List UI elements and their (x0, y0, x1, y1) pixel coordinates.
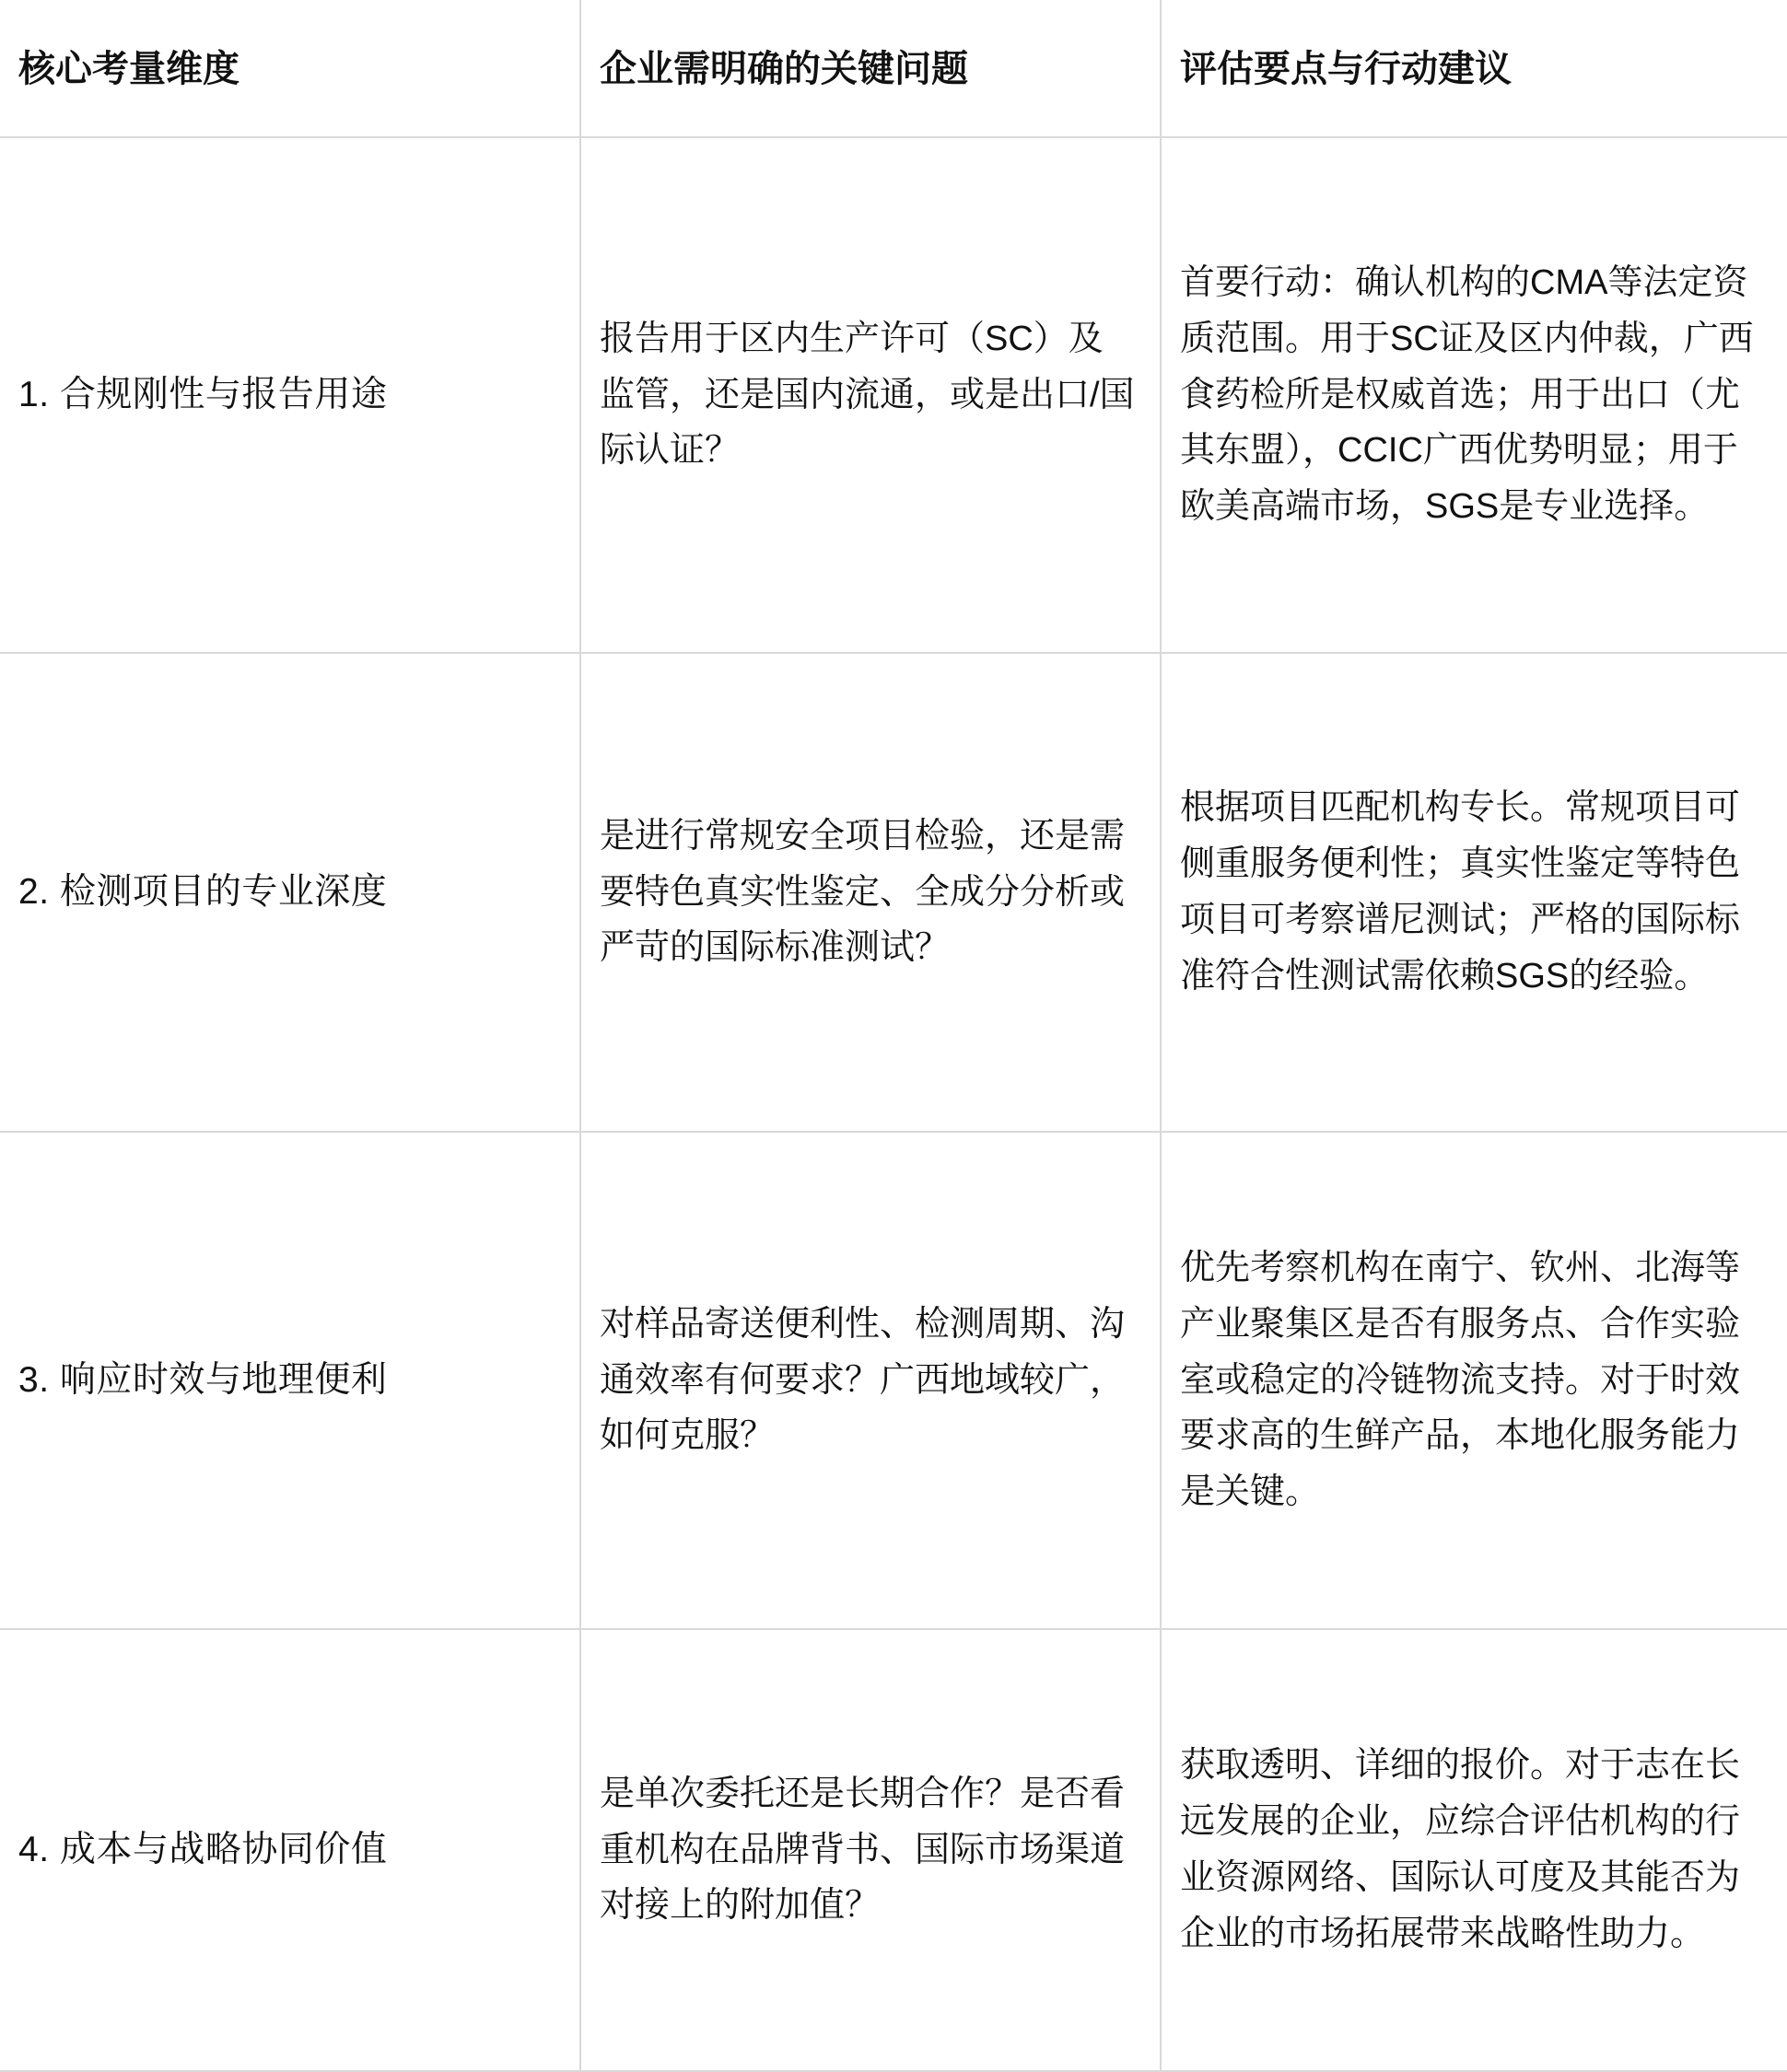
table-row (0, 137, 1787, 653)
table-body (0, 137, 1787, 2071)
column-header-dimension: 核心考量维度 (0, 0, 580, 137)
row-dimension-text: 3. 响应时效与地理便利 (18, 1359, 388, 1400)
row-question-text: 报告用于区内生产许可（SC）及监管，还是国内流通，或是出口/国际认证？ (600, 319, 1135, 471)
row-question (580, 1629, 1161, 2071)
row-advice-text: 优先考察机构在南宁、钦州、北海等产业聚集区是否有服务点、合作实验室或稳定的冷链物流支持。对于时效要求高的生鲜产品，本地化服务能力是关键。 (1180, 1249, 1741, 1512)
row-dimension (0, 1132, 580, 1629)
row-dimension-text: 4. 成本与战略协同价值 (18, 1829, 388, 1869)
table-row (0, 653, 1787, 1132)
column-header-advice: 评估要点与行动建议 (1161, 0, 1787, 137)
row-dimension (0, 653, 580, 1132)
row-question-text: 是进行常规安全项目检验，还是需要特色真实性鉴定、全成分分析或严苛的国际标准测试？ (600, 816, 1126, 968)
table-row (0, 1629, 1787, 2071)
row-dimension-text: 1. 合规刚性与报告用途 (18, 374, 388, 414)
row-advice (1161, 1132, 1787, 1629)
row-advice-text: 获取透明、详细的报价。对于志在长远发展的企业，应综合评估机构的行业资源网络、国际认可度及其能否为企业的市场拓展带来战略性助力。 (1180, 1746, 1741, 1953)
row-question (580, 1132, 1161, 1629)
row-advice (1161, 137, 1787, 653)
row-advice (1161, 653, 1787, 1132)
row-dimension (0, 137, 580, 653)
column-header-question: 企业需明确的关键问题 (580, 0, 1161, 137)
row-dimension-text: 2. 检测项目的专业深度 (18, 871, 388, 912)
row-advice (1161, 1629, 1787, 2071)
row-question-text: 是单次委托还是长期合作？是否看重机构在品牌背书、国际市场渠道对接上的附加值？ (600, 1774, 1126, 1926)
row-dimension (0, 1629, 580, 2071)
table-header-row (0, 0, 1787, 137)
table-header (0, 0, 1787, 137)
row-advice-text: 首要行动：确认机构的CMA等法定资质范围。用于SC证及区内仲裁，广西食药检所是权威首选；用于出口（尤其东盟），CCIC广西优势明显；用于欧美高端市场，SGS是专业选择。 (1180, 263, 1754, 527)
row-question-text: 对样品寄送便利性、检测周期、沟通效率有何要求？广西地域较广，如何克服？ (600, 1304, 1126, 1456)
table-row (0, 1132, 1787, 1629)
row-question (580, 137, 1161, 653)
row-question (580, 653, 1161, 1132)
row-advice-text: 根据项目匹配机构专长。常规项目可侧重服务便利性；真实性鉴定等特色项目可考察谱尼测试；严格的国际标准符合性测试需依赖SGS的经验。 (1180, 788, 1741, 995)
